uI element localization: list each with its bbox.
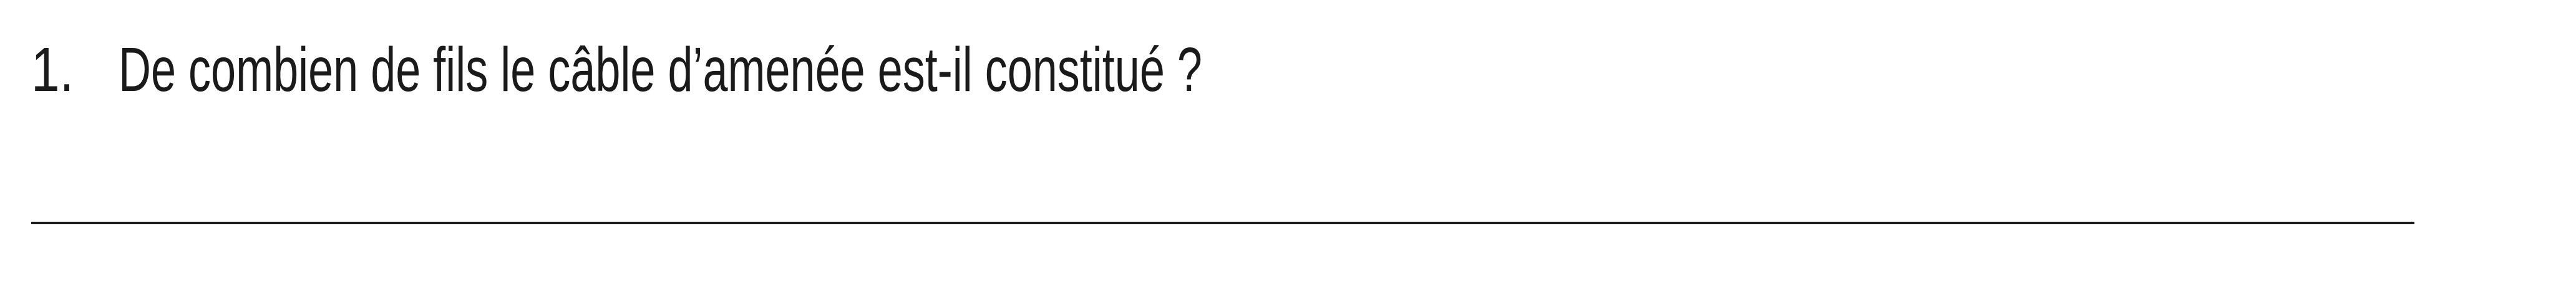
question-number: 1. — [31, 35, 74, 105]
question-row — [31, 32, 1623, 107]
answer-line[interactable] — [31, 222, 2414, 224]
question-text: De combien de fils le câble d’amenée est-il constitué ? — [119, 35, 1202, 105]
